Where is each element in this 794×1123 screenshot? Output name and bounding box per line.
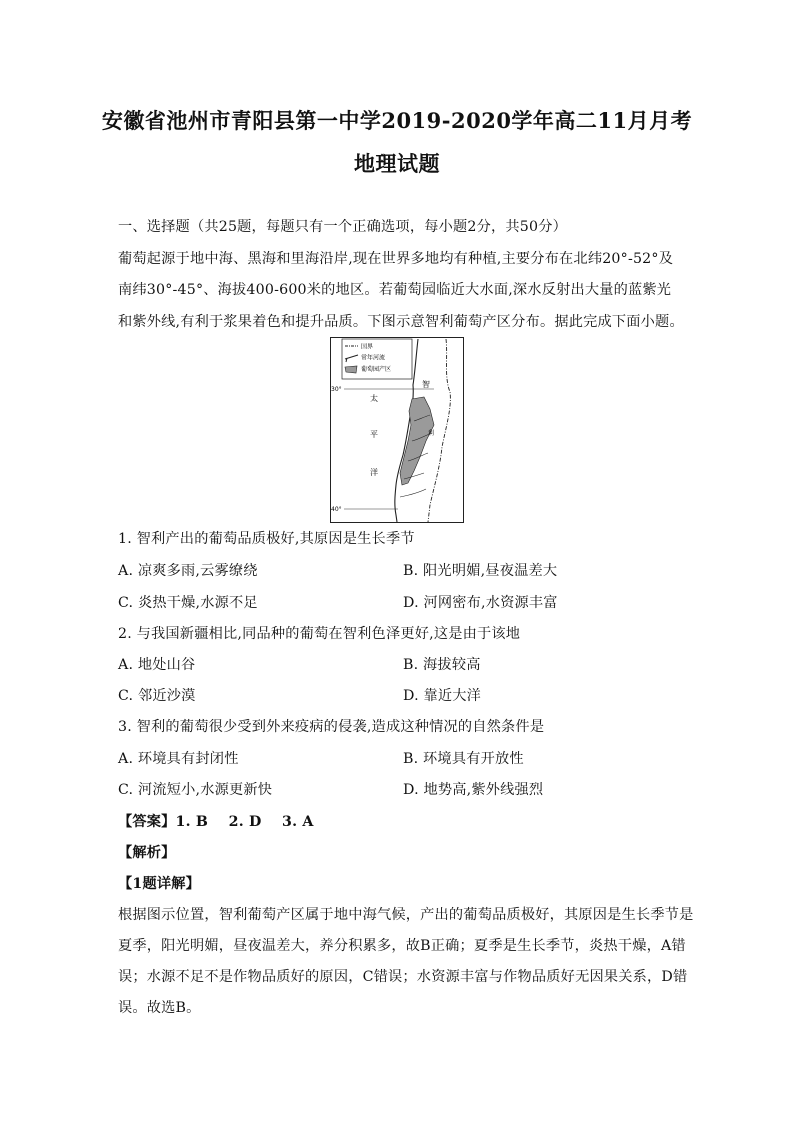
legend-vineyard-label: 葡萄园产区 xyxy=(361,366,392,373)
q1-option-b: B. 阳光明媚,昼夜温差大 xyxy=(403,563,558,579)
q2-option-d: D. 靠近大洋 xyxy=(403,688,482,704)
ocean-char-1: 太 xyxy=(370,394,378,403)
detail-line-2: 夏季，阳光明媚，昼夜温差大，养分积累多，故B正确；夏季是生长季节，炎热干燥，A错 xyxy=(118,938,686,954)
q2-option-a: A. 地处山谷 xyxy=(118,657,196,673)
question-1-stem: 1. 智利产出的葡萄品质极好,其原因是生长季节 xyxy=(118,531,415,547)
q3-option-a: A. 环境具有封闭性 xyxy=(118,751,239,767)
q3-option-b: B. 环境具有开放性 xyxy=(403,751,524,767)
intro-line-2: 南纬30°-45°、海拔400-600米的地区。若葡萄园临近大水面,深水反射出大量的蓝紫光 xyxy=(118,282,672,298)
doc-subtitle: 地理试题 xyxy=(354,151,440,176)
question-3-stem: 3. 智利的葡萄很少受到外来疫病的侵袭,造成这种情况的自然条件是 xyxy=(118,719,545,735)
question-2-stem: 2. 与我国新疆相比,同品种的葡萄在智利色泽更好,这是由于该地 xyxy=(118,626,521,642)
ocean-char-3: 洋 xyxy=(370,468,378,477)
legend-river-label: 常年河流 xyxy=(361,354,386,362)
lat-label-40: 40° xyxy=(331,506,342,513)
ocean-char-2: 平 xyxy=(370,430,378,439)
analysis-label: 【解析】 xyxy=(118,845,176,861)
detail-line-4: 误。故选B。 xyxy=(118,1000,201,1016)
q1-option-a: A. 凉爽多雨,云雾缭绕 xyxy=(118,563,258,579)
country-label-char-1: 智 xyxy=(422,380,430,389)
section-header: 一、选择题（共25题，每题只有一个正确选项，每小题2分，共50分） xyxy=(118,219,567,235)
q1-option-d: D. 河网密布,水资源丰富 xyxy=(403,595,558,611)
intro-line-3: 和紫外线,有利于浆果着色和提升品质。下图示意智利葡萄产区分布。据此完成下面小题。 xyxy=(118,314,684,330)
detail-line-3: 误；水源不足不是作物品质好的原因，C错误；水资源丰富与作物品质好无因果关系，D错 xyxy=(118,969,688,985)
lat-label-30: 30° xyxy=(331,386,342,393)
q3-option-d: D. 地势高,紫外线强烈 xyxy=(403,782,544,798)
country-label-char-2: 利 xyxy=(428,430,435,437)
answer-line: 【答案】1. B 2. D 3. A xyxy=(118,814,314,830)
legend-vineyard-symbol xyxy=(345,366,357,373)
legend-border-label: 国界 xyxy=(361,343,374,351)
intro-line-1: 葡萄起源于地中海、黑海和里海沿岸,现在世界多地均有种植,主要分布在北纬20°-52°及 xyxy=(118,251,674,267)
detail-line-1: 根据图示位置，智利葡萄产区属于地中海气候，产出的葡萄品质极好，其原因是生长季节是 xyxy=(118,907,694,923)
q2-option-c: C. 邻近沙漠 xyxy=(118,688,196,704)
chile-vineyard-map xyxy=(330,337,464,523)
q3-option-c: C. 河流短小,水源更新快 xyxy=(118,782,273,798)
q1-option-c: C. 炎热干燥,水源不足 xyxy=(118,595,258,611)
detail-label: 【1题详解】 xyxy=(118,876,201,892)
q2-option-b: B. 海拔较高 xyxy=(403,657,481,673)
doc-title: 安徽省池州市青阳县第一中学2019-2020学年高二11月月考 xyxy=(101,108,693,133)
